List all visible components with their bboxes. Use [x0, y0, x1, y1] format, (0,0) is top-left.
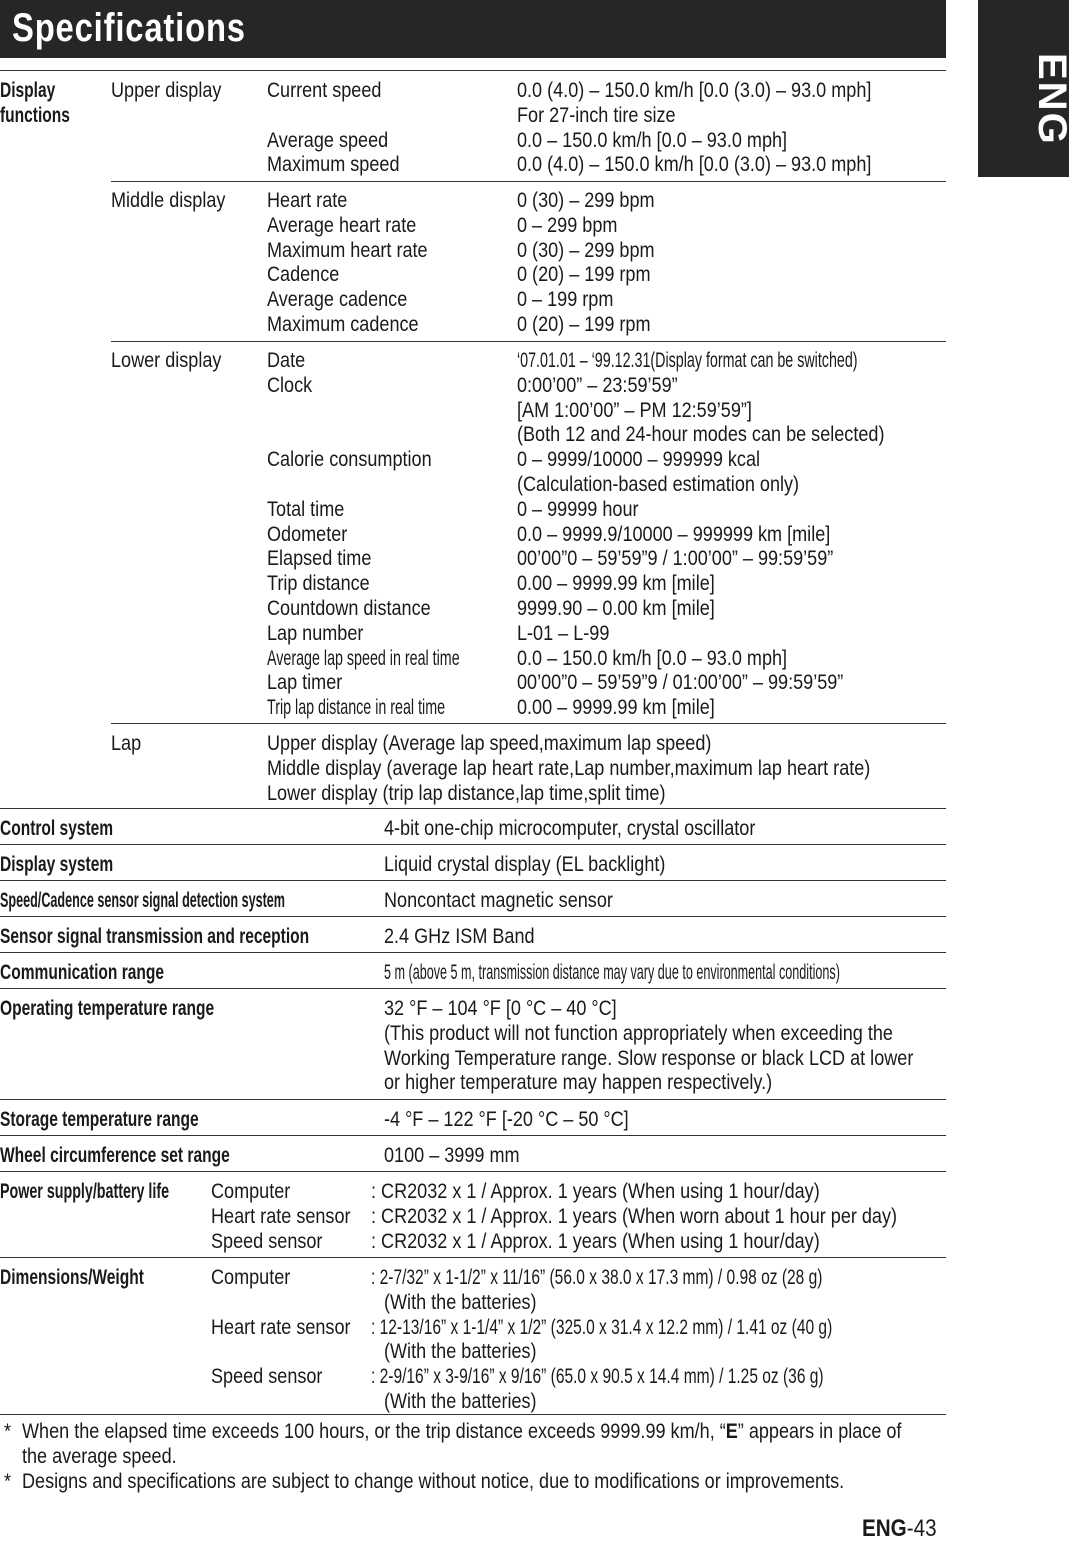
power-device: Computer [211, 1180, 291, 1203]
power-label: Power supply/battery life [0, 1180, 170, 1203]
spec-row-value: 32 °F – 104 °F [0 °C – 40 °C] [384, 997, 617, 1020]
spec-value: 0.00 – 9999.99 km [mile] [517, 696, 715, 720]
dimensions-note: (With the batteries) [384, 1390, 537, 1413]
spec-value: 9999.90 – 0.00 km [mile] [517, 597, 715, 620]
spec-value: 0.00 – 9999.99 km [mile] [517, 572, 715, 596]
page-suffix: -43 [906, 1515, 937, 1542]
upper-display-name: Upper display [111, 79, 222, 102]
language-tab-label: ENG [1030, 53, 1074, 146]
power-device: Heart rate sensor [211, 1204, 351, 1228]
spec-value: 0.0 (4.0) – 150.0 km/h [0.0 (3.0) – 93.0 mph] [517, 79, 872, 102]
note-specifications-change: Designs and specifications are subject to change without notice, due to modifications or improvements. [22, 1470, 845, 1493]
dimensions-value: : 2-9/16” x 3-9/16” x 9/16” (65.0 x 90.5 x 14.4 mm) / 1.25 oz (36 g) [371, 1365, 824, 1389]
spec-label: Total time [267, 497, 345, 521]
spec-row-value: 2.4 GHz ISM Band [384, 925, 535, 948]
spec-label: Odometer [267, 522, 348, 546]
page-prefix: ENG [862, 1515, 907, 1542]
divider-spec [0, 1135, 946, 1136]
spec-row-label: Communication range [0, 961, 165, 984]
divider-lap [0, 808, 946, 809]
spec-value: L-01 – L-99 [517, 621, 610, 645]
spec-row-value: or higher temperature may happen respectively.) [384, 1071, 773, 1095]
section-label-display: Display [0, 79, 56, 102]
spec-label: Average cadence [267, 288, 408, 312]
spec-label: Calorie consumption [267, 448, 432, 472]
spec-value: ‘07.01.01 – ‘99.12.31(Display format can be switched) [517, 349, 858, 372]
dimensions-device: Computer [211, 1266, 291, 1289]
spec-value: 0 (30) – 299 bpm [517, 238, 655, 262]
spec-label: Trip distance [267, 572, 370, 596]
note-part: E [725, 1420, 738, 1443]
dimensions-value: : 12-13/16” x 1-1/4” x 1/2” (325.0 x 31.4 x 12.2 mm) / 1.41 oz (40 g) [371, 1315, 833, 1339]
page-number [862, 1515, 937, 1543]
note-elapsed-time [22, 1419, 901, 1444]
divider-spec [0, 880, 946, 881]
divider-lower [111, 723, 946, 724]
divider-spec [0, 1171, 946, 1172]
divider-upper [111, 181, 946, 182]
spec-row-value: (This product will not function appropriately when exceeding the [384, 1021, 893, 1045]
spec-row-value: Liquid crystal display (EL backlight) [384, 853, 666, 876]
title-bar [0, 0, 946, 58]
lap-name: Lap [111, 732, 142, 755]
page-title: Specifications [12, 6, 246, 50]
spec-row-label: Operating temperature range [0, 997, 215, 1020]
divider-power [0, 1257, 946, 1258]
lap-line: Lower display (trip lap distance,lap time,split time) [267, 781, 666, 805]
spec-label: Maximum heart rate [267, 238, 428, 262]
spec-value: For 27-inch tire size [517, 103, 676, 127]
spec-value: 0 (20) – 199 rpm [517, 313, 651, 336]
spec-value: 00’00”0 – 59’59”9 / 1:00’00” – 99:59’59” [517, 547, 834, 571]
spec-label: Average lap speed in real time [267, 646, 460, 670]
spec-value: 0 (20) – 199 rpm [517, 263, 651, 287]
note-part: When the elapsed time exceeds 100 hours, or the trip distance exceeds 9999.99 km/h, “ [22, 1420, 726, 1443]
spec-label: Trip lap distance in real time [267, 696, 446, 720]
dimensions-device: Heart rate sensor [211, 1315, 351, 1339]
dimensions-note: (With the batteries) [384, 1290, 537, 1314]
divider-spec [0, 988, 946, 989]
power-value: : CR2032 x 1 / Approx. 1 years (When worn about 1 hour per day) [371, 1204, 898, 1228]
divider-top [0, 70, 946, 71]
lower-display-name: Lower display [111, 349, 222, 372]
divider-spec [0, 1099, 946, 1100]
spec-value: 0.0 – 150.0 km/h [0.0 – 93.0 mph] [517, 646, 788, 670]
spec-value: 0.0 – 9999.9/10000 – 999999 km [mile] [517, 522, 831, 546]
power-device: Speed sensor [211, 1229, 323, 1253]
spec-value: (Calculation-based estimation only) [517, 473, 800, 496]
divider-spec [0, 844, 946, 845]
spec-row-label: Speed/Cadence sensor signal detection system [0, 889, 286, 912]
dimensions-label: Dimensions/Weight [0, 1266, 144, 1289]
spec-value: 0 – 99999 hour [517, 497, 639, 521]
divider-middle [111, 341, 946, 342]
spec-label: Average speed [267, 128, 389, 152]
spec-row-label: Control system [0, 817, 114, 840]
spec-value: 0 (30) – 299 bpm [517, 189, 655, 212]
language-tab [978, 0, 1074, 177]
spec-label: Countdown distance [267, 597, 431, 620]
power-value: : CR2032 x 1 / Approx. 1 years (When using 1 hour/day) [371, 1180, 820, 1203]
spec-label: Heart rate [267, 189, 348, 212]
divider-dimensions [0, 1414, 946, 1415]
spec-label: Cadence [267, 263, 340, 287]
spec-label: Clock [267, 373, 313, 397]
spec-row-label: Sensor signal transmission and reception [0, 925, 310, 948]
spec-label: Maximum cadence [267, 313, 419, 336]
note-elapsed-time-cont: the average speed. [22, 1445, 177, 1468]
spec-value: 0 – 9999/10000 – 999999 kcal [517, 448, 761, 472]
spec-value: 0.0 – 150.0 km/h [0.0 – 93.0 mph] [517, 128, 788, 152]
spec-label: Average heart rate [267, 213, 417, 237]
spec-row-value: 0100 – 3999 mm [384, 1144, 520, 1167]
spec-label: Date [267, 349, 306, 372]
spec-label: Elapsed time [267, 547, 372, 571]
section-label-functions: functions [0, 104, 70, 127]
dimensions-device: Speed sensor [211, 1365, 323, 1389]
spec-row-value: Noncontact magnetic sensor [384, 889, 613, 912]
dimensions-note: (With the batteries) [384, 1340, 537, 1364]
spec-value: 0 – 299 bpm [517, 213, 618, 237]
note-part: ” appears in place of [737, 1420, 902, 1443]
spec-row-value: 4-bit one-chip microcomputer, crystal oscillator [384, 817, 756, 840]
spec-row-label: Display system [0, 853, 114, 876]
spec-value: [AM 1:00’00” – PM 12:59’59”] [517, 398, 752, 422]
spec-label: Lap timer [267, 671, 343, 695]
spec-row-label: Wheel circumference set range [0, 1144, 230, 1167]
dimensions-value: : 2-7/32” x 1-1/2” x 11/16” (56.0 x 38.0 x 17.3 mm) / 0.98 oz (28 g) [371, 1266, 823, 1289]
note-bullet: * [4, 1420, 12, 1443]
spec-row-value: 5 m (above 5 m, transmission distance may vary due to environmental conditions) [384, 961, 840, 984]
spec-row-label: Storage temperature range [0, 1108, 199, 1131]
lap-line: Middle display (average lap heart rate,Lap number,maximum lap heart rate) [267, 756, 871, 780]
power-value: : CR2032 x 1 / Approx. 1 years (When using 1 hour/day) [371, 1229, 820, 1253]
spec-label: Maximum speed [267, 153, 400, 177]
middle-display-name: Middle display [111, 189, 226, 212]
spec-value: 0:00’00” – 23:59’59” [517, 373, 678, 397]
spec-row-value: Working Temperature range. Slow response or black LCD at lower [384, 1046, 914, 1070]
spec-value: 0.0 (4.0) – 150.0 km/h [0.0 (3.0) – 93.0 mph] [517, 153, 872, 177]
divider-spec [0, 952, 946, 953]
note-bullet: * [4, 1470, 12, 1493]
spec-value: (Both 12 and 24-hour modes can be selected) [517, 423, 885, 447]
spec-row-value: -4 °F – 122 °F [-20 °C – 50 °C] [384, 1108, 629, 1131]
spec-value: 00’00”0 – 59’59”9 / 01:00’00” – 99:59’59” [517, 671, 844, 695]
spec-label: Current speed [267, 79, 382, 102]
divider-spec [0, 916, 946, 917]
lap-line: Upper display (Average lap speed,maximum lap speed) [267, 732, 712, 755]
spec-value: 0 – 199 rpm [517, 288, 614, 312]
spec-label: Lap number [267, 621, 364, 645]
